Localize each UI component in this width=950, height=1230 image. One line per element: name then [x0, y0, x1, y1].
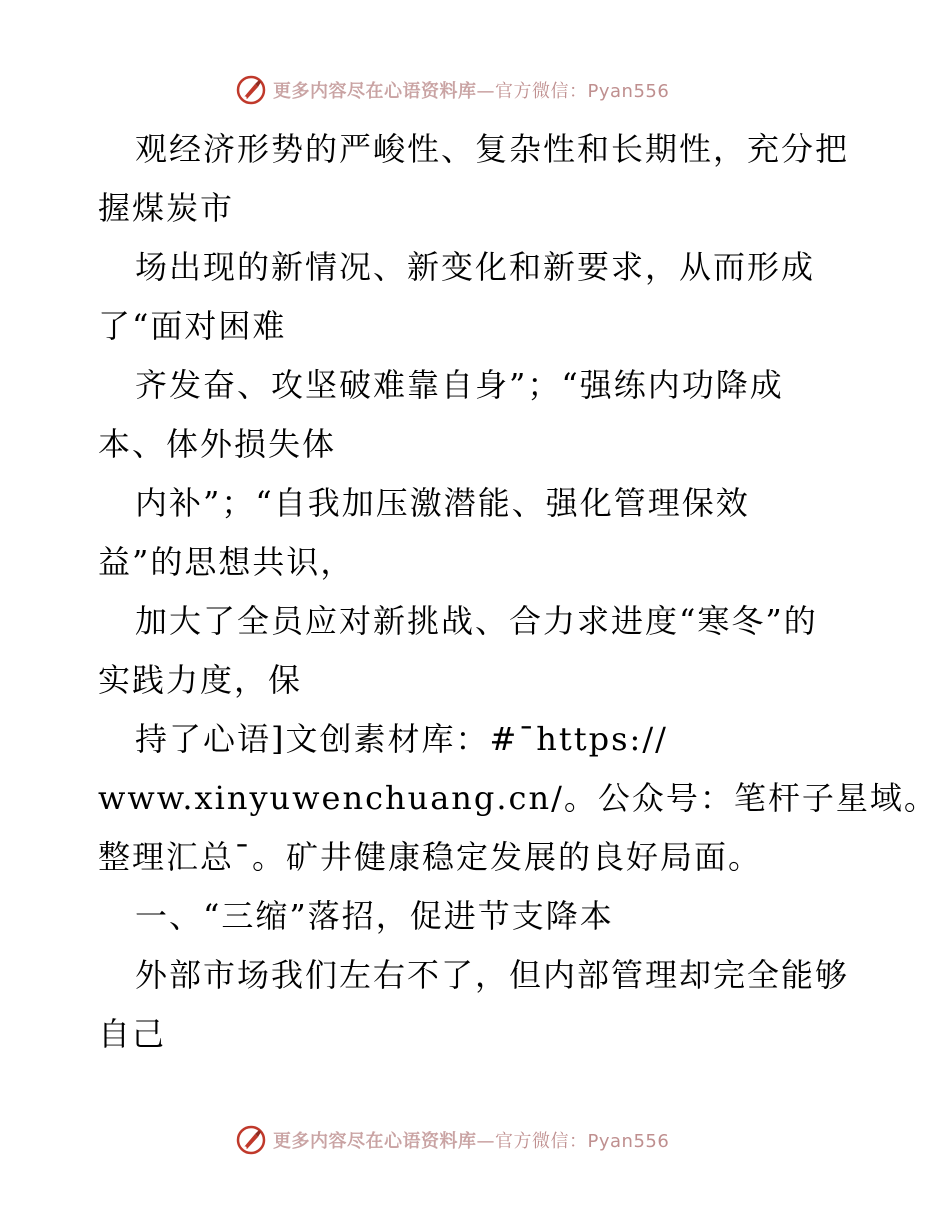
- text-line: 实践力度，保: [98, 661, 303, 699]
- text-line: 本、体外损失体: [98, 425, 337, 463]
- watermark-sub-text: —官方微信：Pyan556: [476, 81, 670, 102]
- watermark-sub-text: —官方微信：Pyan556: [476, 1131, 670, 1152]
- document-body: [98, 120, 938, 1064]
- watermark-main-text: 更多内容尽在心语资料库: [273, 1131, 477, 1152]
- text-line: 了“面对困难: [98, 307, 287, 345]
- pen-logo-icon: [235, 74, 267, 106]
- watermark-main-text: 更多内容尽在心语资料库: [273, 81, 477, 102]
- text-line: 外部市场我们左右不了，但内部管理却完全能够: [135, 956, 850, 994]
- text-line: 自己: [98, 1015, 167, 1053]
- text-line: 加大了全员应对新挑战、合力求进度“寒冬”的: [135, 602, 818, 640]
- text-line: 持了心语]文创素材库：#¯https://: [135, 720, 668, 758]
- text-line: 观经济形势的严峻性、复杂性和长期性，充分把: [135, 130, 850, 168]
- text-line: 齐发奋、攻坚破难靠自身”；“强练内功降成: [135, 366, 784, 404]
- pen-logo-icon: [235, 1124, 267, 1156]
- header-watermark: [235, 73, 669, 107]
- section-heading: 一、“三缩”落招，促进节支降本: [135, 897, 614, 935]
- text-line: 益”的思想共识，: [98, 543, 355, 581]
- text-line: 握煤炭市: [98, 189, 235, 227]
- text-line: 场出现的新情况、新变化和新要求，从而形成: [135, 248, 816, 286]
- text-line: 整理汇总¯。矿井健康稳定发展的良好局面。: [98, 838, 763, 876]
- text-line: www.xinyuwenchuang.cn/。公众号：笔杆子星域。: [98, 779, 938, 817]
- footer-watermark: [235, 1123, 669, 1157]
- text-line: 内补”；“自我加压激潜能、强化管理保效: [135, 484, 750, 522]
